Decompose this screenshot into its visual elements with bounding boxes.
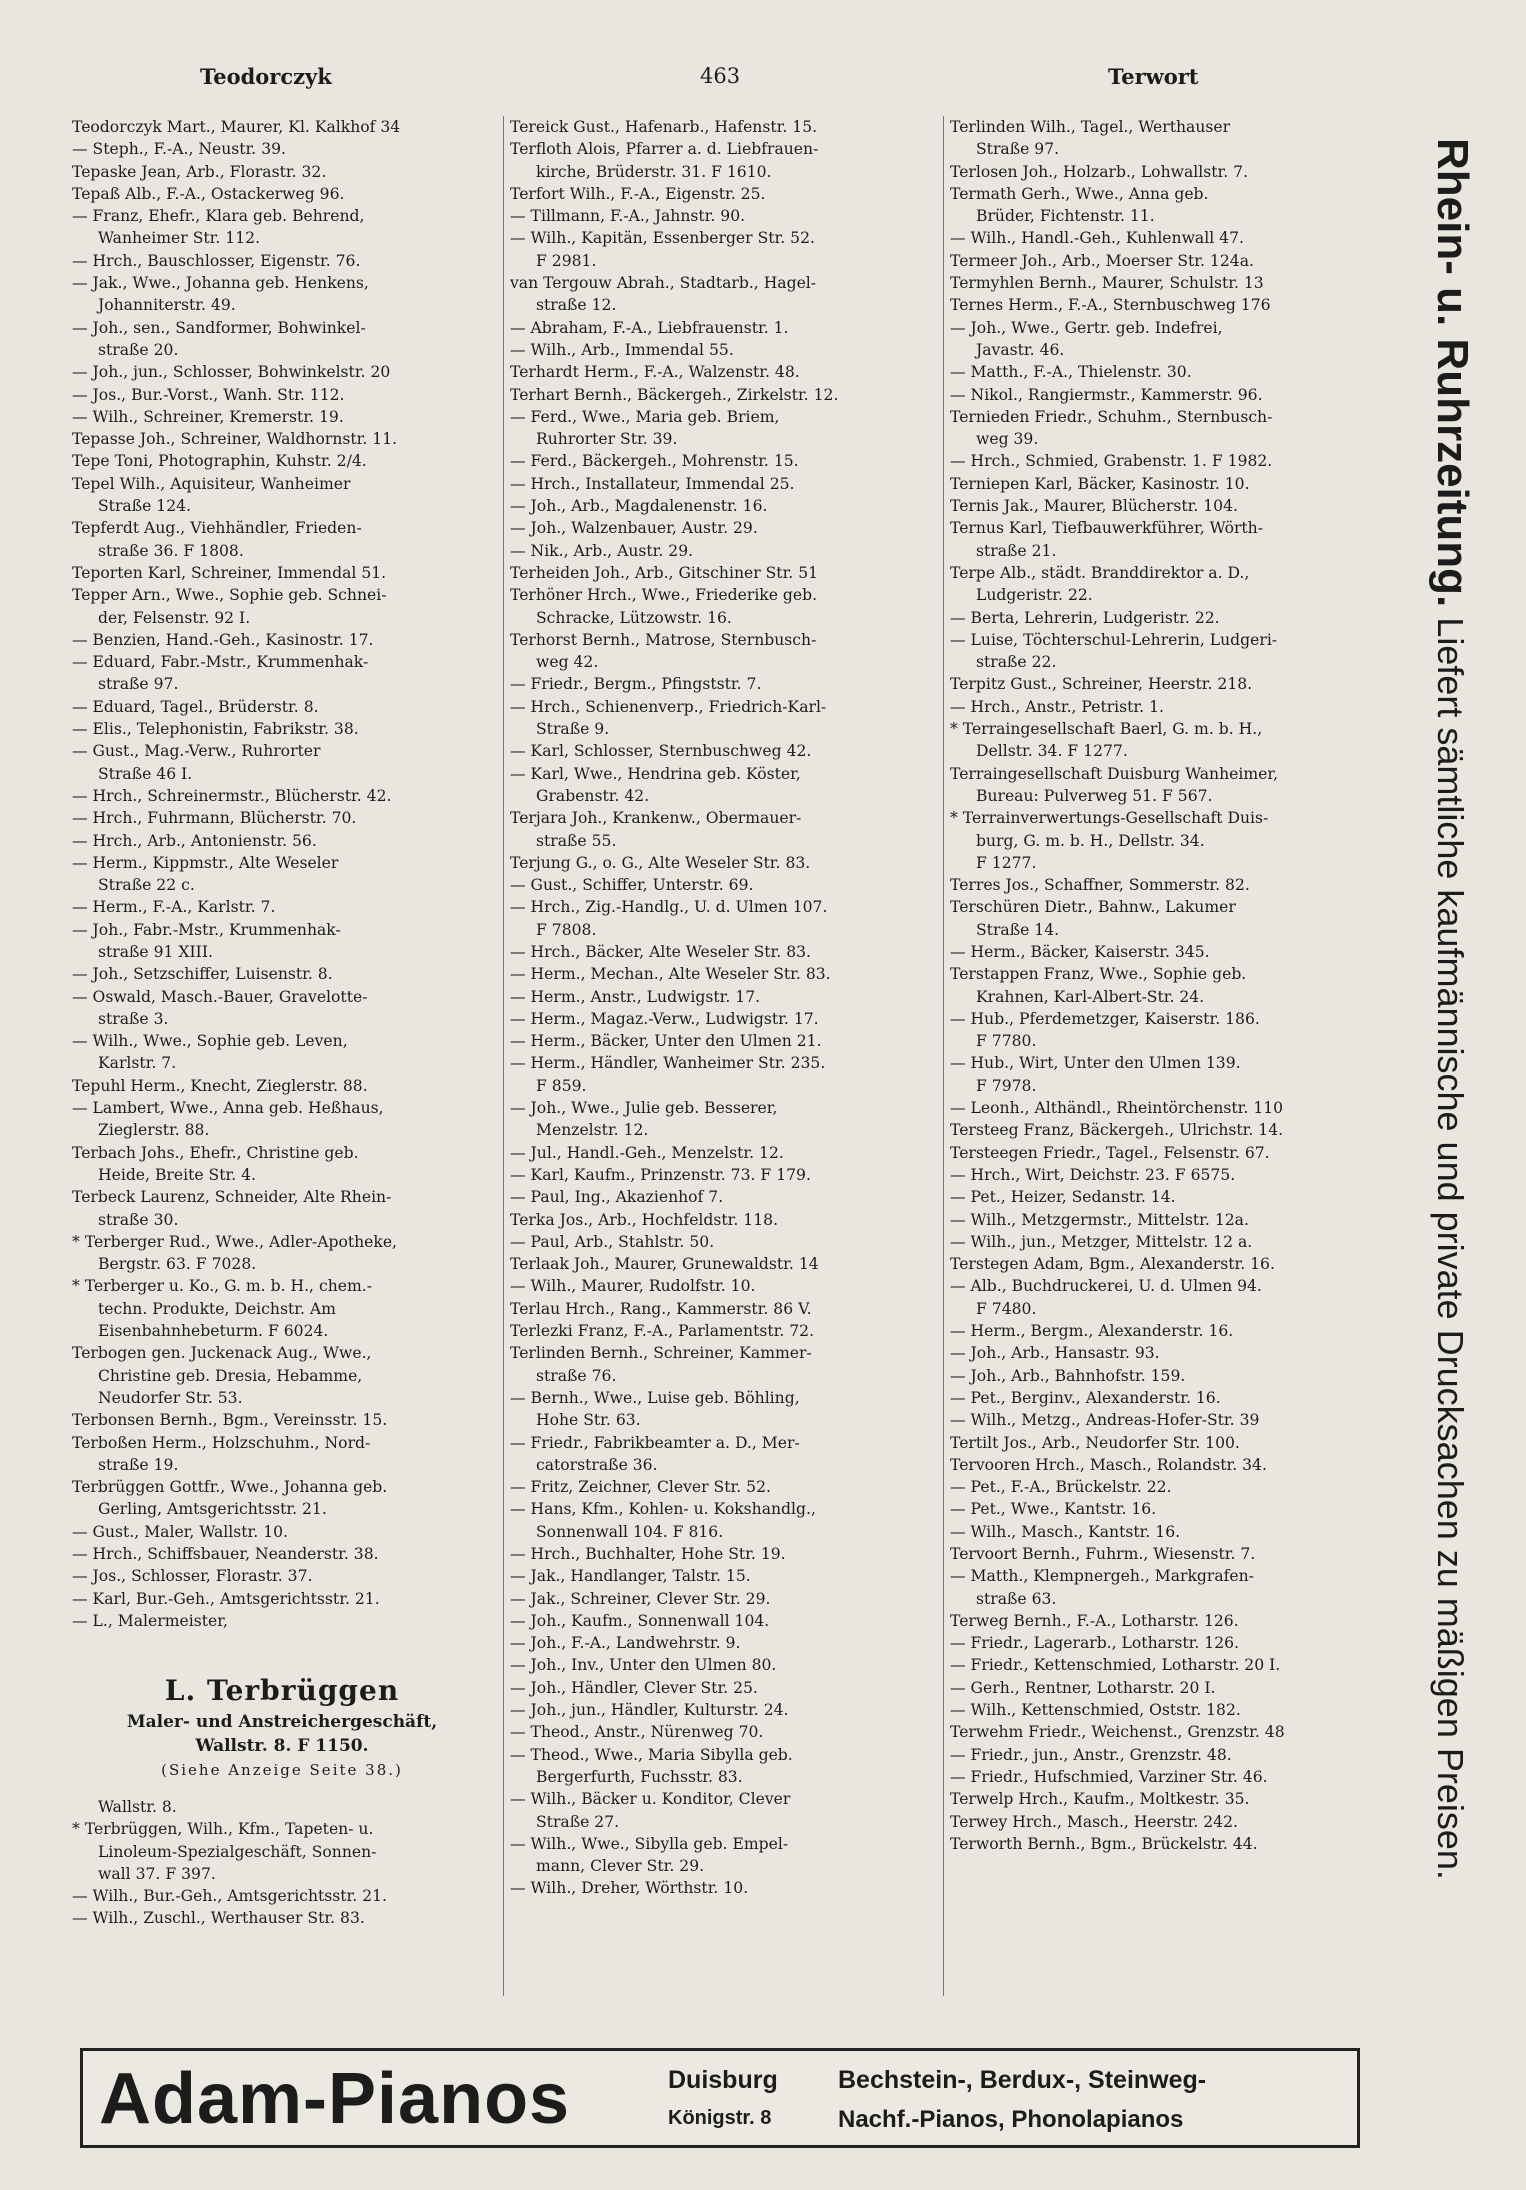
column-1-continued bbox=[72, 1796, 492, 1930]
directory-entry-line: straße 19. bbox=[98, 1455, 179, 1474]
banner-brand: Adam-Pianos bbox=[99, 2059, 571, 2139]
directory-entry-line: Karlstr. 7. bbox=[98, 1054, 177, 1073]
running-head-right: Terwort bbox=[1108, 64, 1199, 89]
directory-entry-line: Terlinden Wilh., Tagel., Werthauser bbox=[950, 118, 1231, 136]
directory-entry-line: — Wilh., Schreiner, Kremerstr. 19. bbox=[72, 407, 344, 426]
banner-city: Duisburg bbox=[668, 2066, 778, 2094]
directory-entry-line: — Herm., Bäcker, Unter den Ulmen 21. bbox=[510, 1032, 822, 1051]
directory-entry-line: Terka Jos., Arb., Hochfeldstr. 118. bbox=[510, 1210, 779, 1229]
directory-entry-line: — Joh., Kaufm., Sonnenwall 104. bbox=[510, 1611, 770, 1630]
directory-entry-line: — Herm., Mechan., Alte Weseler Str. 83. bbox=[510, 965, 831, 984]
directory-entry-line: — Friedr., Kettenschmied, Lotharstr. 20 I. bbox=[950, 1656, 1281, 1675]
running-head-left: Teodorczyk bbox=[200, 64, 332, 89]
directory-entry-line: — Gust., Maler, Wallstr. 10. bbox=[72, 1522, 288, 1541]
directory-entry-line: Zieglerstr. 88. bbox=[98, 1121, 210, 1140]
directory-entry-line: — Herm., Bergm., Alexanderstr. 16. bbox=[950, 1322, 1234, 1341]
directory-entry-line: — Nikol., Rangiermstr., Kammerstr. 96. bbox=[950, 385, 1263, 404]
directory-entry-line: — Theod., Wwe., Maria Sibylla geb. bbox=[510, 1745, 793, 1764]
directory-entry-line: Terstappen Franz, Wwe., Sophie geb. bbox=[950, 965, 1247, 984]
directory-entry-line: Terpitz Gust., Schreiner, Heerstr. 218. bbox=[950, 675, 1253, 694]
directory-entry-line: — Joh., Wwe., Gertr. geb. Indefrei, bbox=[950, 318, 1223, 337]
directory-entry-line: kirche, Brüderstr. 31. F 1610. bbox=[536, 162, 772, 181]
directory-entry-line: — Herm., Kippmstr., Alte Weseler bbox=[72, 853, 339, 872]
directory-entry-line: Tepferdt Aug., Viehhändler, Frieden- bbox=[72, 519, 362, 538]
directory-entry-line: * Terraingesellschaft Baerl, G. m. b. H., bbox=[950, 720, 1263, 739]
directory-entry-line: Terraingesellschaft Duisburg Wanheimer, bbox=[950, 764, 1279, 783]
directory-entry-line: Termath Gerh., Wwe., Anna geb. bbox=[950, 184, 1209, 203]
directory-entry-line: Eisenbahnhebeturm. F 6024. bbox=[98, 1322, 329, 1341]
banner-brands-1: Bechstein-, Berdux-, Steinweg- bbox=[838, 2066, 1207, 2094]
directory-entry-line: — Oswald, Masch.-Bauer, Gravelotte- bbox=[72, 987, 368, 1006]
directory-entry-line: — Matth., F.-A., Thielenstr. 30. bbox=[950, 363, 1192, 382]
directory-entry-line: — Benzien, Hand.-Geh., Kasinostr. 17. bbox=[72, 630, 374, 649]
directory-entry-line: Ruhrorter Str. 39. bbox=[536, 430, 678, 449]
directory-entry-line: — Joh., sen., Sandformer, Bohwinkel- bbox=[72, 318, 366, 337]
directory-entry-line: Termeer Joh., Arb., Moerser Str. 124a. bbox=[950, 251, 1254, 270]
directory-entry-line: Christine geb. Dresia, Hebamme, bbox=[98, 1366, 363, 1385]
directory-entry-line: straße 3. bbox=[98, 1009, 169, 1028]
directory-entry-line: Terbonsen Bernh., Bgm., Vereinsstr. 15. bbox=[72, 1411, 388, 1430]
directory-entry-line: Teodorczyk Mart., Maurer, Kl. Kalkhof 34 bbox=[72, 118, 401, 136]
directory-entry-line: Terlinden Bernh., Schreiner, Kammer- bbox=[510, 1344, 812, 1363]
directory-entry-line: — Friedr., Lagerarb., Lotharstr. 126. bbox=[950, 1634, 1240, 1653]
directory-entry-line: Wanheimer Str. 112. bbox=[98, 229, 261, 248]
directory-entry-line: — Gust., Mag.-Verw., Ruhrorter bbox=[72, 742, 321, 761]
directory-entry-line: Teporten Karl, Schreiner, Immendal 51. bbox=[72, 563, 387, 582]
directory-entry-line: straße 20. bbox=[98, 340, 179, 359]
directory-entry-line: — Wilh., Wwe., Sibylla geb. Empel- bbox=[510, 1834, 789, 1853]
directory-entry-line: Tepe Toni, Photographin, Kuhstr. 2/4. bbox=[72, 452, 367, 471]
directory-entry-line: Ternes Herm., F.-A., Sternbuschweg 176 bbox=[950, 296, 1271, 315]
directory-entry-line: Terres Jos., Schaffner, Sommerstr. 82. bbox=[950, 876, 1250, 895]
directory-entry-line: Terpe Alb., städt. Branddirektor a. D., bbox=[950, 563, 1250, 582]
directory-entry-line: Bergerfurth, Fuchsstr. 83. bbox=[536, 1767, 743, 1786]
directory-entry-line: Terwehm Friedr., Weichenst., Grenzstr. 48 bbox=[950, 1723, 1285, 1742]
directory-entry-line: Sonnenwall 104. F 816. bbox=[536, 1522, 724, 1541]
directory-entry-line: — Nik., Arb., Austr. 29. bbox=[510, 541, 694, 560]
directory-entry-line: — Joh., Walzenbauer, Austr. 29. bbox=[510, 519, 758, 538]
directory-entry-line: — Wilh., Wwe., Sophie geb. Leven, bbox=[72, 1032, 348, 1051]
directory-entry-line: straße 12. bbox=[536, 296, 617, 315]
directory-entry-line: — Wilh., Kettenschmied, Oststr. 182. bbox=[950, 1701, 1241, 1720]
directory-entry-line: — Pet., Wwe., Kantstr. 16. bbox=[950, 1500, 1157, 1519]
directory-entry-line: Terjara Joh., Krankenw., Obermauer- bbox=[510, 809, 802, 828]
ad-line1: Maler- und Anstreichergeschäft, bbox=[126, 1712, 438, 1732]
bottom-banner bbox=[80, 2048, 1360, 2148]
directory-entry-line: — Fritz, Zeichner, Clever Str. 52. bbox=[510, 1478, 771, 1497]
directory-entry-line: — Joh., Wwe., Julie geb. Besserer, bbox=[510, 1099, 778, 1118]
directory-entry-line: Terlosen Joh., Holzarb., Lohwallstr. 7. bbox=[950, 162, 1249, 181]
directory-entry-line: Tersteeg Franz, Bäckergeh., Ulrichstr. 14. bbox=[950, 1121, 1284, 1140]
directory-entry-line: — Wilh., Zuschl., Werthauser Str. 83. bbox=[72, 1909, 365, 1928]
directory-entry-line: weg 42. bbox=[536, 653, 599, 672]
directory-entry-line: Tepuhl Herm., Knecht, Zieglerstr. 88. bbox=[72, 1076, 368, 1095]
directory-entry-line: van Tergouw Abrah., Stadtarb., Hagel- bbox=[510, 274, 817, 293]
directory-entry-line: Krahnen, Karl-Albert-Str. 24. bbox=[976, 987, 1205, 1006]
directory-entry-line: — Friedr., Hufschmied, Varziner Str. 46. bbox=[950, 1767, 1268, 1786]
directory-entry-line: straße 91 XIII. bbox=[98, 942, 213, 961]
directory-entry-line: F 7978. bbox=[976, 1076, 1037, 1095]
directory-entry-line: — Friedr., jun., Anstr., Grenzstr. 48. bbox=[950, 1745, 1232, 1764]
directory-entry-line: Terheiden Joh., Arb., Gitschiner Str. 51 bbox=[510, 563, 819, 582]
directory-entry-line: Tertilt Jos., Arb., Neudorfer Str. 100. bbox=[950, 1433, 1240, 1452]
directory-entry-line: Straße 97. bbox=[976, 140, 1060, 159]
directory-entry-line: — Wilh., Metzg., Andreas-Hofer-Str. 39 bbox=[950, 1411, 1260, 1430]
directory-entry-line: * Terbrüggen, Wilh., Kfm., Tapeten- u. bbox=[72, 1820, 374, 1839]
directory-entry-line: burg, G. m. b. H., Dellstr. 34. bbox=[976, 831, 1205, 850]
directory-entry-line: Straße 27. bbox=[536, 1812, 620, 1831]
side-advertisement bbox=[1386, 138, 1488, 2098]
directory-entry-line: Tervooren Hrch., Masch., Rolandstr. 34. bbox=[950, 1455, 1267, 1474]
directory-entry-line: Terfort Wilh., F.-A., Eigenstr. 25. bbox=[510, 184, 766, 203]
directory-entry-line: weg 39. bbox=[976, 430, 1039, 449]
directory-entry-line: mann, Clever Str. 29. bbox=[536, 1857, 705, 1876]
directory-entry-line: — Herm., Händler, Wanheimer Str. 235. bbox=[510, 1054, 826, 1073]
directory-entry-line: — Hrch., Anstr., Petristr. 1. bbox=[950, 697, 1164, 716]
directory-entry-line: Tepaske Jean, Arb., Florastr. 32. bbox=[72, 162, 327, 181]
directory-entry-line: — Franz, Ehefr., Klara geb. Behrend, bbox=[72, 207, 365, 226]
directory-entry-line: Ternus Karl, Tiefbauwerkführer, Wörth- bbox=[950, 519, 1263, 538]
directory-entry-line: techn. Produkte, Deichstr. Am bbox=[98, 1299, 336, 1318]
directory-entry-line: — Steph., F.-A., Neustr. 39. bbox=[72, 140, 287, 159]
directory-entry-line: Ternis Jak., Maurer, Blücherstr. 104. bbox=[950, 497, 1238, 516]
directory-entry-line: — Hrch., Bauschlosser, Eigenstr. 76. bbox=[72, 251, 361, 270]
directory-entry-line: F 1277. bbox=[976, 853, 1037, 872]
directory-entry-line: — Gerh., Rentner, Lotharstr. 20 I. bbox=[950, 1678, 1216, 1697]
directory-entry-line: — Hrch., Installateur, Immendal 25. bbox=[510, 474, 795, 493]
directory-entry-line: * Terberger Rud., Wwe., Adler-Apotheke, bbox=[72, 1232, 398, 1251]
directory-entry-line: Tepaß Alb., F.-A., Ostackerweg 96. bbox=[72, 184, 345, 203]
directory-entry-line: Ternieden Friedr., Schuhm., Sternbusch- bbox=[950, 407, 1273, 426]
column-2 bbox=[510, 116, 950, 1900]
directory-entry-line: Javastr. 46. bbox=[976, 340, 1065, 359]
directory-entry-line: Straße 14. bbox=[976, 920, 1060, 939]
directory-entry-line: — Hrch., Schmied, Grabenstr. 1. F 1982. bbox=[950, 452, 1273, 471]
directory-entry-line: — Hrch., Zig.-Handlg., U. d. Ulmen 107. bbox=[510, 898, 828, 917]
side-ad-title: Rhein- u. Ruhrzeitung. bbox=[1428, 138, 1477, 608]
directory-entry-line: — Hrch., Arb., Antonienstr. 56. bbox=[72, 831, 317, 850]
directory-entry-line: — Lambert, Wwe., Anna geb. Heßhaus, bbox=[72, 1099, 384, 1118]
directory-entry-line: Bureau: Pulverweg 51. F 567. bbox=[976, 786, 1213, 805]
directory-entry-line: Tervoort Bernh., Fuhrm., Wiesenstr. 7. bbox=[950, 1545, 1256, 1563]
directory-entry-line: Terstegen Adam, Bgm., Alexanderstr. 16. bbox=[950, 1255, 1275, 1274]
directory-entry-line: — Friedr., Fabrikbeamter a. D., Mer- bbox=[510, 1433, 800, 1452]
directory-entry-line: Wallstr. 8. bbox=[98, 1798, 177, 1816]
directory-entry-line: — Alb., Buchdruckerei, U. d. Ulmen 94. bbox=[950, 1277, 1262, 1296]
directory-entry-line: Straße 124. bbox=[98, 497, 192, 516]
directory-entry-line: — Matth., Klempnergeh., Markgrafen- bbox=[950, 1567, 1254, 1586]
directory-entry-line: Neudorfer Str. 53. bbox=[98, 1388, 243, 1407]
directory-entry-line: Bergstr. 63. F 7028. bbox=[98, 1255, 257, 1274]
directory-entry-line: — Herm., Bäcker, Kaiserstr. 345. bbox=[950, 942, 1210, 961]
directory-entry-line: — Pet., Heizer, Sedanstr. 14. bbox=[950, 1188, 1176, 1207]
directory-entry-line: * Terberger u. Ko., G. m. b. H., chem.- bbox=[72, 1277, 372, 1296]
directory-entry-line: — Jak., Schreiner, Clever Str. 29. bbox=[510, 1589, 771, 1608]
directory-entry-line: Johanniterstr. 49. bbox=[98, 296, 236, 315]
directory-entry-line: Tepasse Joh., Schreiner, Waldhornstr. 11. bbox=[72, 430, 398, 449]
directory-entry-line: — Hrch., Buchhalter, Hohe Str. 19. bbox=[510, 1545, 786, 1563]
directory-entry-line: — Berta, Lehrerin, Ludgeristr. 22. bbox=[950, 608, 1220, 627]
side-ad-text: Liefert sämtliche kaufmännische und private Drucksachen zu mäßigen Preisen. bbox=[1430, 607, 1471, 1880]
directory-entry-line: — Luise, Töchterschul-Lehrerin, Ludgeri- bbox=[950, 630, 1278, 649]
directory-entry-line: Straße 22 c. bbox=[98, 876, 195, 895]
directory-entry-line: catorstraße 36. bbox=[536, 1455, 658, 1474]
directory-entry-line: — Hans, Kfm., Kohlen- u. Kokshandlg., bbox=[510, 1500, 816, 1519]
ad-name: L. Terbrüggen bbox=[164, 1674, 400, 1707]
directory-entry-line: — Ferd., Wwe., Maria geb. Briem, bbox=[510, 407, 780, 426]
directory-entry-line: Terhart Bernh., Bäckergeh., Zirkelstr. 12. bbox=[510, 385, 839, 404]
directory-entry-line: Terweg Bernh., F.-A., Lotharstr. 126. bbox=[950, 1611, 1239, 1630]
directory-entry-line: F 7480. bbox=[976, 1299, 1037, 1318]
ad-line3: (Siehe Anzeige Seite 38.) bbox=[161, 1761, 403, 1779]
directory-entry-line: — Jak., Handlanger, Talstr. 15. bbox=[510, 1567, 751, 1586]
directory-entry-line: — L., Malermeister, bbox=[72, 1611, 228, 1630]
directory-entry-line: — Bernh., Wwe., Luise geb. Böhling, bbox=[510, 1388, 800, 1407]
directory-entry-line: Terwey Hrch., Masch., Heerstr. 242. bbox=[950, 1812, 1238, 1831]
directory-entry-line: — Wilh., Metzgermstr., Mittelstr. 12a. bbox=[950, 1210, 1249, 1229]
directory-entry-line: — Jul., Handl.-Geh., Menzelstr. 12. bbox=[510, 1143, 784, 1162]
directory-entry-line: — Hrch., Schienenverp., Friedrich-Karl- bbox=[510, 697, 827, 716]
banner-brands-2: Nachf.-Pianos, Phonolapianos bbox=[838, 2106, 1184, 2133]
directory-entry-line: — Wilh., Bur.-Geh., Amtsgerichtsstr. 21. bbox=[72, 1887, 387, 1906]
directory-entry-line: — Jos., Bur.-Vorst., Wanh. Str. 112. bbox=[72, 385, 345, 404]
directory-entry-line: — Joh., Händler, Clever Str. 25. bbox=[510, 1678, 758, 1697]
directory-entry-line: — Leonh., Althändl., Rheintörchenstr. 110 bbox=[950, 1099, 1284, 1118]
ad-line2: Wallstr. 8. F 1150. bbox=[195, 1736, 369, 1756]
directory-entry-line: — Joh., Arb., Magdalenenstr. 16. bbox=[510, 497, 768, 516]
column-3 bbox=[950, 116, 1390, 1855]
directory-entry-line: — Pet., F.-A., Brückelstr. 22. bbox=[950, 1478, 1172, 1497]
directory-entry-line: straße 21. bbox=[976, 541, 1057, 560]
directory-entry-line: Tereick Gust., Hafenarb., Hafenstr. 15. bbox=[510, 118, 818, 136]
directory-entry-line: Brüder, Fichtenstr. 11. bbox=[976, 207, 1155, 226]
directory-entry-line: Terjung G., o. G., Alte Weseler Str. 83. bbox=[510, 853, 811, 872]
directory-entry-line: — Wilh., jun., Metzger, Mittelstr. 12 a. bbox=[950, 1232, 1253, 1251]
directory-entry-line: straße 30. bbox=[98, 1210, 179, 1229]
directory-entry-line: Terhorst Bernh., Matrose, Sternbusch- bbox=[510, 630, 817, 649]
directory-entry-line: — Gust., Schiffer, Unterstr. 69. bbox=[510, 876, 754, 895]
directory-entry-line: — Ferd., Bäckergeh., Mohrenstr. 15. bbox=[510, 452, 799, 471]
directory-entry-line: Menzelstr. 12. bbox=[536, 1121, 649, 1140]
directory-entry-line: Termyhlen Bernh., Maurer, Schulstr. 13 bbox=[950, 274, 1264, 293]
directory-entry-line: F 7780. bbox=[976, 1032, 1037, 1051]
directory-entry-line: F 2981. bbox=[536, 251, 597, 270]
directory-entry-line: Heide, Breite Str. 4. bbox=[98, 1165, 257, 1184]
directory-entry-line: — Hrch., Schiffsbauer, Neanderstr. 38. bbox=[72, 1545, 379, 1563]
directory-entry-line: — Karl, Wwe., Hendrina geb. Köster, bbox=[510, 764, 801, 783]
directory-entry-line: Terschüren Dietr., Bahnw., Lakumer bbox=[950, 898, 1236, 917]
directory-entry-line: Terwelp Hrch., Kaufm., Moltkestr. 35. bbox=[950, 1790, 1250, 1809]
directory-entry-line: — Friedr., Bergm., Pfingststr. 7. bbox=[510, 675, 762, 694]
directory-entry-line: — Joh., Setzschiffer, Luisenstr. 8. bbox=[72, 965, 333, 984]
directory-entry-line: Terbeck Laurenz, Schneider, Alte Rhein- bbox=[72, 1188, 392, 1207]
banner-address: Königstr. 8 bbox=[668, 2107, 772, 2129]
directory-entry-line: F 7808. bbox=[536, 920, 597, 939]
directory-entry-line: — Wilh., Kapitän, Essenberger Str. 52. bbox=[510, 229, 815, 248]
directory-entry-line: Dellstr. 34. F 1277. bbox=[976, 742, 1128, 761]
directory-entry-line: — Jak., Wwe., Johanna geb. Henkens, bbox=[72, 274, 369, 293]
directory-entry-line: — Elis., Telephonistin, Fabrikstr. 38. bbox=[72, 720, 359, 739]
directory-entry-line: — Joh., jun., Händler, Kulturstr. 24. bbox=[510, 1701, 789, 1720]
directory-entry-line: — Tillmann, F.-A., Jahnstr. 90. bbox=[510, 207, 746, 226]
directory-entry-line: * Terrainverwertungs-Gesellschaft Duis- bbox=[950, 809, 1269, 828]
directory-entry-line: — Karl, Bur.-Geh., Amtsgerichtsstr. 21. bbox=[72, 1589, 380, 1608]
directory-entry-line: — Hrch., Bäcker, Alte Weseler Str. 83. bbox=[510, 942, 812, 961]
directory-entry-line: — Wilh., Arb., Immendal 55. bbox=[510, 340, 734, 359]
directory-entry-line: Straße 9. bbox=[536, 720, 610, 739]
directory-entry-line: — Joh., Fabr.-Mstr., Krummenhak- bbox=[72, 920, 341, 939]
directory-entry-line: — Hrch., Schreinermstr., Blücherstr. 42. bbox=[72, 786, 392, 805]
directory-entry-line: — Joh., F.-A., Landwehrstr. 9. bbox=[510, 1634, 741, 1653]
directory-entry-line: — Wilh., Bäcker u. Konditor, Clever bbox=[510, 1790, 791, 1809]
directory-entry-line: der, Felsenstr. 92 I. bbox=[98, 608, 251, 627]
directory-entry-line: Terworth Bernh., Bgm., Brückelstr. 44. bbox=[950, 1834, 1258, 1853]
directory-entry-line: — Jos., Schlosser, Florastr. 37. bbox=[72, 1567, 313, 1586]
directory-entry-line: straße 76. bbox=[536, 1366, 617, 1385]
directory-entry-line: Schracke, Lützowstr. 16. bbox=[536, 608, 732, 627]
directory-entry-line: — Hrch., Fuhrmann, Blücherstr. 70. bbox=[72, 809, 357, 828]
directory-entry-line: — Herm., F.-A., Karlstr. 7. bbox=[72, 898, 276, 917]
directory-entry-line: Terlezki Franz, F.-A., Parlamentstr. 72. bbox=[510, 1322, 815, 1341]
page-number: 463 bbox=[700, 64, 741, 88]
directory-entry-line: Terhardt Herm., F.-A., Walzenstr. 48. bbox=[510, 363, 800, 382]
directory-entry-line: Straße 46 I. bbox=[98, 764, 193, 783]
directory-entry-line: straße 22. bbox=[976, 653, 1057, 672]
directory-entry-line: — Abraham, F.-A., Liebfrauenstr. 1. bbox=[510, 318, 789, 337]
directory-entry-line: — Hub., Pferdemetzger, Kaiserstr. 186. bbox=[950, 1009, 1260, 1028]
directory-entry-line: Terbogen gen. Juckenack Aug., Wwe., bbox=[72, 1344, 372, 1363]
directory-entry-line: — Karl, Kaufm., Prinzenstr. 73. F 179. bbox=[510, 1165, 811, 1184]
directory-entry-line: Ludgeristr. 22. bbox=[976, 586, 1093, 605]
directory-entry-line: Tepper Arn., Wwe., Sophie geb. Schnei- bbox=[72, 586, 387, 605]
directory-entry-line: Terbach Johs., Ehefr., Christine geb. bbox=[72, 1143, 359, 1162]
terbrueggen-ad bbox=[72, 1672, 492, 1782]
directory-entry-line: — Paul, Arb., Stahlstr. 50. bbox=[510, 1232, 715, 1251]
directory-entry-line: Tersteegen Friedr., Tagel., Felsenstr. 67. bbox=[950, 1143, 1270, 1162]
directory-entry-line: straße 97. bbox=[98, 675, 179, 694]
directory-entry-line: — Joh., Inv., Unter den Ulmen 80. bbox=[510, 1656, 777, 1675]
directory-entry-line: — Joh., jun., Schlosser, Bohwinkelstr. 20 bbox=[72, 363, 391, 382]
directory-entry-line: straße 63. bbox=[976, 1589, 1057, 1608]
directory-entry-line: — Eduard, Tagel., Brüderstr. 8. bbox=[72, 697, 319, 716]
directory-entry-line: — Joh., Arb., Bahnhofstr. 159. bbox=[950, 1366, 1186, 1385]
directory-entry-line: — Wilh., Masch., Kantstr. 16. bbox=[950, 1522, 1181, 1541]
directory-entry-line: Hohe Str. 63. bbox=[536, 1411, 641, 1430]
directory-entry-line: F 859. bbox=[536, 1076, 587, 1095]
directory-entry-line: Terboßen Herm., Holzschuhm., Nord- bbox=[72, 1433, 371, 1452]
directory-entry-line: Terniepen Karl, Bäcker, Kasinostr. 10. bbox=[950, 474, 1250, 493]
directory-entry-line: Linoleum-Spezialgeschäft, Sonnen- bbox=[98, 1842, 377, 1861]
directory-entry-line: Terhöner Hrch., Wwe., Friederike geb. bbox=[510, 586, 818, 605]
directory-entry-line: Terfloth Alois, Pfarrer a. d. Liebfrauen- bbox=[510, 140, 819, 159]
directory-entry-line: — Wilh., Dreher, Wörthstr. 10. bbox=[510, 1879, 749, 1898]
directory-entry-line: — Herm., Magaz.-Verw., Ludwigstr. 17. bbox=[510, 1009, 819, 1028]
column-1 bbox=[72, 116, 492, 1632]
directory-entry-line: — Wilh., Maurer, Rudolfstr. 10. bbox=[510, 1277, 756, 1296]
directory-entry-line: — Theod., Anstr., Nürenweg 70. bbox=[510, 1723, 764, 1742]
directory-entry-line: straße 36. F 1808. bbox=[98, 541, 244, 560]
directory-entry-line: wall 37. F 397. bbox=[98, 1864, 216, 1883]
directory-entry-line: — Hrch., Wirt, Deichstr. 23. F 6575. bbox=[950, 1165, 1236, 1184]
directory-entry-line: Terlaak Joh., Maurer, Grunewaldstr. 14 bbox=[510, 1255, 819, 1274]
directory-entry-line: Grabenstr. 42. bbox=[536, 786, 650, 805]
directory-entry-line: — Joh., Arb., Hansastr. 93. bbox=[950, 1344, 1160, 1363]
directory-entry-line: straße 55. bbox=[536, 831, 617, 850]
directory-entry-line: Gerling, Amtsgerichtsstr. 21. bbox=[98, 1500, 327, 1519]
directory-entry-line: — Karl, Schlosser, Sternbuschweg 42. bbox=[510, 742, 812, 761]
directory-entry-line: Terlau Hrch., Rang., Kammerstr. 86 V. bbox=[510, 1299, 812, 1318]
directory-entry-line: Terbrüggen Gottfr., Wwe., Johanna geb. bbox=[72, 1478, 388, 1497]
directory-entry-line: — Wilh., Handl.-Geh., Kuhlenwall 47. bbox=[950, 229, 1244, 248]
directory-entry-line: — Pet., Berginv., Alexanderstr. 16. bbox=[950, 1388, 1221, 1407]
directory-entry-line: — Paul, Ing., Akazienhof 7. bbox=[510, 1188, 724, 1207]
directory-entry-line: — Eduard, Fabr.-Mstr., Krummenhak- bbox=[72, 653, 369, 672]
directory-entry-line: Tepel Wilh., Aquisiteur, Wanheimer bbox=[72, 474, 351, 493]
directory-entry-line: — Hub., Wirt, Unter den Ulmen 139. bbox=[950, 1054, 1241, 1073]
directory-entry-line: — Herm., Anstr., Ludwigstr. 17. bbox=[510, 987, 761, 1006]
